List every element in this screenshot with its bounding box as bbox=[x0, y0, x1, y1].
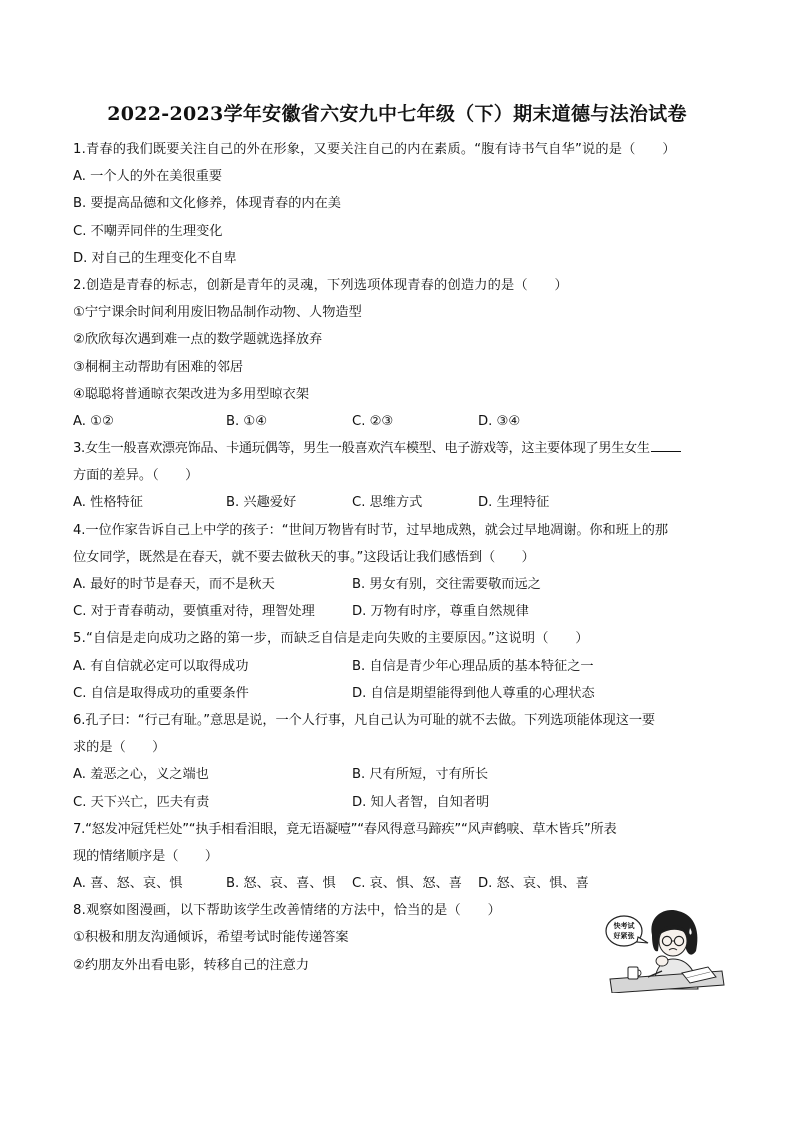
exam-title: 2022-2023学年安徽省六安九中七年级（下）期末道德与法治试卷 bbox=[107, 103, 687, 125]
question-6-option-a: A. 羞恶之心，义之端也 bbox=[73, 767, 209, 783]
question-4-options-row-2 bbox=[73, 598, 728, 625]
question-1-stem: 1.青春的我们既要关注自己的外在形象，又要关注自己的内在素质。“腹有诗书气自华”说的是（ ） bbox=[73, 142, 676, 157]
question-1-option-c: C. 不嘲弄同伴的生理变化 bbox=[73, 223, 223, 239]
question-1-option-b: B. 要提高品德和文化修养，体现青春的内在美 bbox=[73, 196, 341, 212]
question-8-stem: 8.观察如图漫画，以下帮助该学生改善情绪的方法中，恰当的是（ ） bbox=[73, 903, 501, 919]
question-6-stem-cont: 求的是（ ） bbox=[73, 740, 166, 756]
question-5-option-a: A. 有自信就必定可以取得成功 bbox=[73, 658, 249, 674]
speech-bubble bbox=[606, 916, 648, 946]
question-5-options-row-1 bbox=[73, 653, 728, 680]
question-3-option-b: B. 兴趣爱好 bbox=[226, 495, 297, 511]
question-1-option-d: D. 对自己的生理变化不自卑 bbox=[73, 250, 237, 266]
question-5-option-b: B. 自信是青少年心理品质的基本特征之一 bbox=[352, 658, 594, 674]
question-list bbox=[73, 136, 728, 979]
bubble-text-line-2: 好紧张 bbox=[613, 932, 635, 940]
question-7-option-c: C. 哀、惧、怒、喜 bbox=[352, 876, 462, 892]
question-5-stem: 5.“自信是走向成功之路的第一步，而缺乏自信是走向失败的主要原因。”这说明（ ） bbox=[73, 631, 589, 647]
question-3-stem-cont: 方面的差异。（ ） bbox=[73, 468, 199, 484]
question-4-option-a: A. 最好的时节是春天，而不是秋天 bbox=[73, 577, 275, 592]
question-4-stem-cont: 位女同学，既然是在春天，就不要去做秋天的事。”这段话让我们感悟到（ ） bbox=[73, 549, 535, 565]
answer-blank bbox=[651, 437, 681, 452]
question-2-statement-4: ④聪聪将普通晾衣架改进为多用型晾衣架 bbox=[73, 386, 310, 402]
question-7-stem-cont: 现的情绪顺序是（ ） bbox=[73, 848, 219, 864]
question-6-option-c: C. 天下兴亡，匹夫有责 bbox=[73, 794, 210, 810]
question-3-option-a: A. 性格特征 bbox=[73, 495, 143, 511]
question-8-statement-2: ②约朋友外出看电影，转移自己的注意力 bbox=[73, 957, 310, 973]
question-5-option-c: C. 自信是取得成功的重要条件 bbox=[73, 685, 249, 701]
question-1-option-a: A. 一个人的外在美很重要 bbox=[73, 169, 223, 185]
question-7-option-d: D. 怒、哀、惧、喜 bbox=[478, 876, 589, 892]
question-2-statement-2: ②欣欣每次遇到难一点的数学题就选择放弃 bbox=[73, 332, 323, 348]
question-7-option-b: B. 怒、哀、喜、惧 bbox=[226, 876, 336, 892]
question-2-statement-1: ①宁宁课余时间利用废旧物品制作动物、人物造型 bbox=[73, 305, 362, 321]
question-6-option-d: D. 知人者智，自知者明 bbox=[352, 794, 490, 810]
question-5-options-row-2 bbox=[73, 680, 728, 707]
question-4-option-d: D. 万物有时序，尊重自然规律 bbox=[352, 604, 529, 620]
bubble-text-line-1: 快考试 bbox=[613, 922, 635, 930]
question-6-options-row-1 bbox=[73, 761, 728, 788]
question-4-stem: 4.一位作家告诉自己上中学的孩子：“世间万物皆有时节，过早地成熟，就会过早地凋谢。你和班上的那 bbox=[73, 522, 668, 538]
question-4-options-row-1 bbox=[73, 571, 728, 598]
anxious-student-cartoon bbox=[604, 905, 726, 993]
question-6-option-b: B. 尺有所短，寸有所长 bbox=[352, 767, 489, 783]
question-2-option-a: A. ①② bbox=[73, 413, 114, 429]
question-3-option-c: C. 思维方式 bbox=[352, 495, 423, 511]
question-3-option-d: D. 生理特征 bbox=[478, 495, 550, 511]
question-2-statement-3: ③桐桐主动帮助有困难的邻居 bbox=[73, 359, 244, 375]
question-4-option-c: C. 对于青春萌动，要慎重对待，理智处理 bbox=[73, 604, 315, 620]
question-7-options bbox=[73, 870, 728, 897]
question-3-stem bbox=[73, 435, 728, 462]
question-6-stem: 6.孔子曰：“行己有耻。”意思是说，一个人行事，凡自己认为可耻的就不去做。下列选项能体现这一要 bbox=[73, 712, 656, 728]
question-2-option-c: C. ②③ bbox=[352, 413, 394, 429]
question-3-options bbox=[73, 489, 728, 516]
question-2-options bbox=[73, 408, 728, 435]
question-7-stem: 7.“怒发冲冠凭栏处”“执手相看泪眼，竟无语凝噎”“春风得意马蹄疾”“风声鹤唳、草木皆兵”所表 bbox=[73, 821, 617, 837]
question-3-stem-text: 3.女生一般喜欢漂亮饰品、卡通玩偶等，男生一般喜欢汽车模型、电子游戏等，这主要体现了男生女生 bbox=[73, 441, 650, 457]
question-4-option-b: B. 男女有别，交往需要敬而远之 bbox=[352, 577, 541, 592]
question-2-stem: 2.创造是青春的标志，创新是青年的灵魂，下列选项体现青春的创造力的是（ ） bbox=[73, 277, 568, 293]
question-7-option-a: A. 喜、怒、哀、惧 bbox=[73, 876, 183, 892]
question-6-options-row-2 bbox=[73, 789, 728, 816]
question-2-option-d: D. ③④ bbox=[478, 413, 521, 429]
question-5-option-d: D. 自信是期望能得到他人尊重的心理状态 bbox=[352, 685, 595, 701]
question-2-option-b: B. ①④ bbox=[226, 413, 268, 429]
question-8-statement-1: ①积极和朋友沟通倾诉，希望考试时能传递答案 bbox=[73, 930, 349, 946]
